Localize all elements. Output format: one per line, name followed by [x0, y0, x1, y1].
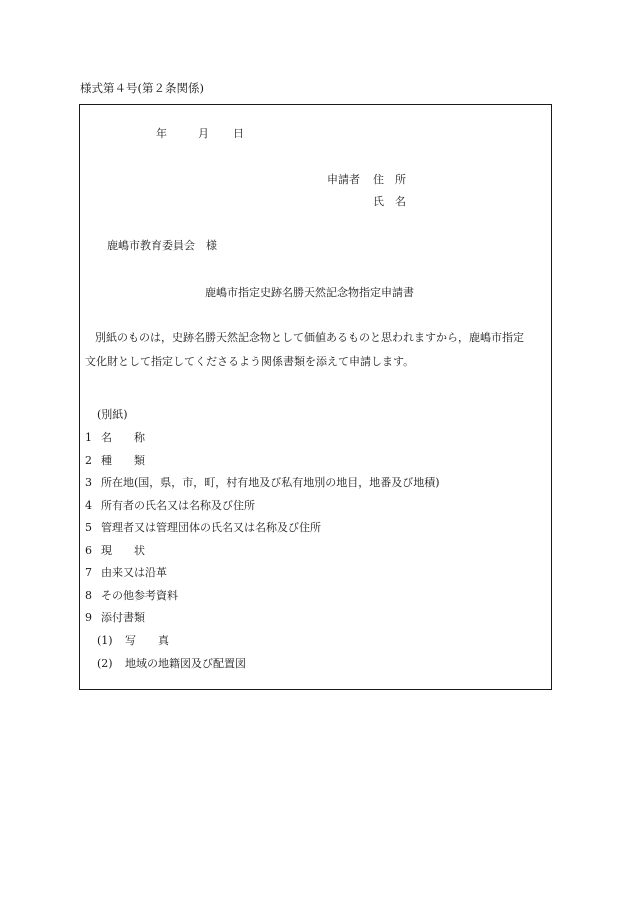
- form-number: 様式第４号(第２条関係): [80, 81, 204, 95]
- date-line: [156, 128, 244, 139]
- date-year: 年: [156, 127, 167, 140]
- applicant-label: 申請者: [327, 173, 360, 186]
- attachment-title: (別紙): [97, 408, 128, 421]
- list-item: 9 添付書類: [85, 611, 145, 624]
- body-line-1: 別紙のものは，史跡名勝天然記念物として価値あるものと思われますから，鹿嶋市指定: [95, 331, 524, 344]
- date-month: 月: [198, 127, 209, 140]
- sub-list-item: (1) 写 真: [97, 634, 169, 647]
- list-item: 4 所有者の氏名又は名称及び住所: [85, 499, 255, 512]
- list-item: 2 種 類: [85, 454, 145, 467]
- list-item: 1 名 称: [85, 431, 145, 444]
- list-item: 7 由来又は沿革: [85, 566, 167, 579]
- name-label: 氏 名: [373, 195, 406, 208]
- addressee: 鹿嶋市教育委員会 様: [107, 239, 217, 252]
- document-title: 鹿嶋市指定史跡名勝天然記念物指定申請書: [205, 286, 414, 299]
- sub-list-item: (2) 地域の地籍図及び配置図: [97, 657, 246, 670]
- list-item: 6 現 状: [85, 544, 145, 557]
- date-day: 日: [233, 127, 244, 140]
- address-label: 住 所: [373, 173, 406, 186]
- list-item: 3 所在地(国，県，市，町，村有地及び私有地別の地目，地番及び地積): [85, 476, 440, 489]
- list-item: 8 その他参考資料: [85, 589, 178, 602]
- body-line-2: 文化財として指定してくださるよう関係書類を添えて申請します。: [85, 355, 415, 368]
- list-item: 5 管理者又は管理団体の氏名又は名称及び住所: [85, 521, 321, 534]
- form-frame: [79, 104, 552, 690]
